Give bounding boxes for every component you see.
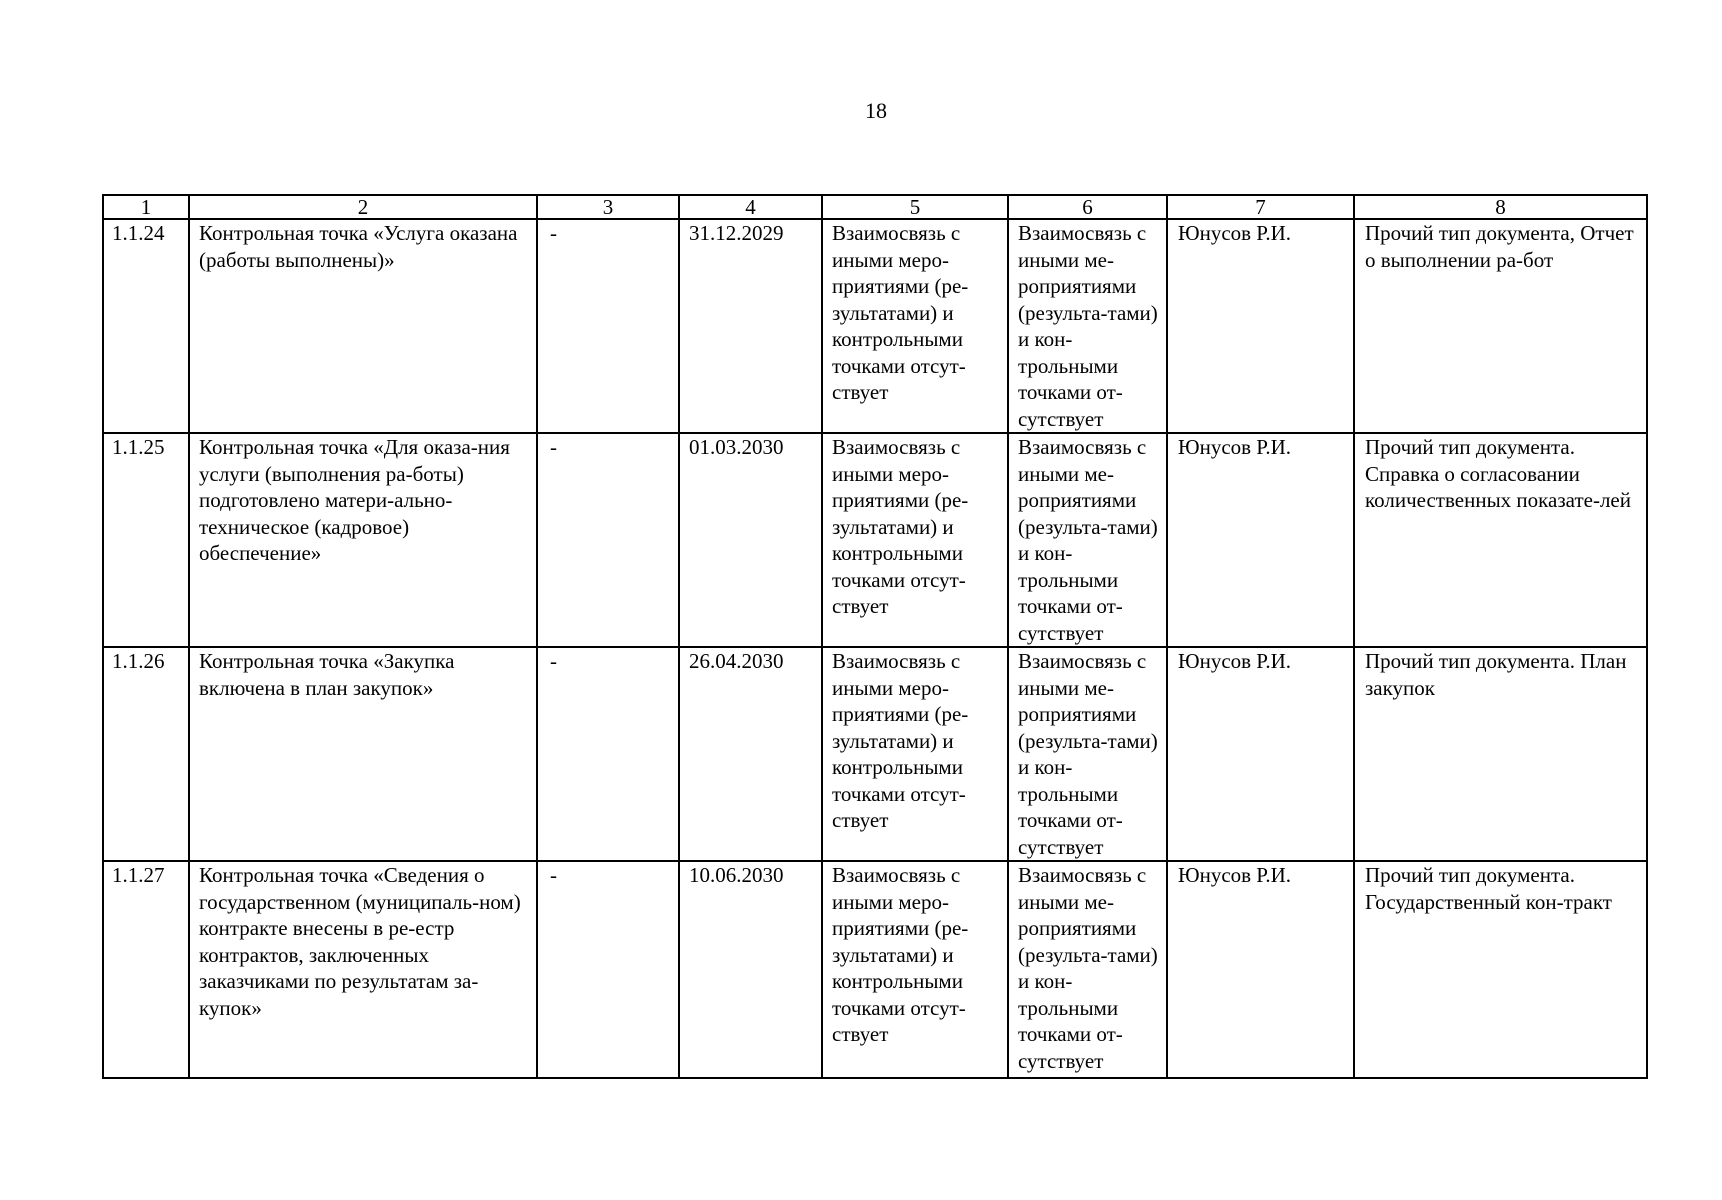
document-type: Прочий тип документа. Государственный кон-тракт [1354,861,1647,1078]
document-type: Прочий тип документа. План закупок [1354,647,1647,861]
control-point-name: Контрольная точка «Услуга оказана (работы выполнены)» [189,219,537,433]
row-number: 1.1.25 [103,433,189,647]
responsible-person: Юнусов Р.И. [1167,861,1354,1078]
responsible-person: Юнусов Р.И. [1167,433,1354,647]
control-point-name: Контрольная точка «Сведения о государственном (муниципаль-ном) контракте внесены в ре-естр контрактов, заключенных заказчиками по результатам за-купок» [189,861,537,1078]
relation-to-results: Взаимосвязь с иными ме-роприятиями (результа-тами) и кон-трольными точками от-сутствует [1008,647,1167,861]
control-point-name: Контрольная точка «Для оказа-ния услуги (выполнения ра-боты) подготовлено матери-ально-техническое (кадровое) обеспечение» [189,433,537,647]
column-header-2: 2 [189,195,537,219]
relation-to-activities: Взаимосвязь с иными меро-приятиями (ре-зультатами) и контрольными точками отсут-ствует [822,647,1008,861]
column-header-8: 8 [1354,195,1647,219]
column-3-value: - [537,861,679,1078]
column-header-1: 1 [103,195,189,219]
due-date: 01.03.2030 [679,433,822,647]
relation-to-results: Взаимосвязь с иными ме-роприятиями (результа-тами) и кон-трольными точками от-сутствует [1008,861,1167,1078]
column-3-value: - [537,433,679,647]
column-3-value: - [537,647,679,861]
row-number: 1.1.27 [103,861,189,1078]
due-date: 26.04.2030 [679,647,822,861]
table-header-row [103,195,1647,219]
column-header-5: 5 [822,195,1008,219]
document-type: Прочий тип документа. Справка о согласовании количественных показате-лей [1354,433,1647,647]
control-points-table [102,194,1648,1079]
relation-to-activities: Взаимосвязь с иными меро-приятиями (ре-зультатами) и контрольными точками отсут-ствует [822,219,1008,433]
column-3-value: - [537,219,679,433]
table-row [103,647,1647,861]
relation-to-activities: Взаимосвязь с иными меро-приятиями (ре-зультатами) и контрольными точками отсут-ствует [822,861,1008,1078]
due-date: 31.12.2029 [679,219,822,433]
row-number: 1.1.24 [103,219,189,433]
responsible-person: Юнусов Р.И. [1167,647,1354,861]
due-date: 10.06.2030 [679,861,822,1078]
relation-to-activities: Взаимосвязь с иными меро-приятиями (ре-зультатами) и контрольными точками отсут-ствует [822,433,1008,647]
column-header-7: 7 [1167,195,1354,219]
column-header-4: 4 [679,195,822,219]
control-point-name: Контрольная точка «Закупка включена в план закупок» [189,647,537,861]
table-row [103,861,1647,1078]
document-type: Прочий тип документа, Отчет о выполнении ра-бот [1354,219,1647,433]
column-header-6: 6 [1008,195,1167,219]
relation-to-results: Взаимосвязь с иными ме-роприятиями (результа-тами) и кон-трольными точками от-сутствует [1008,433,1167,647]
responsible-person: Юнусов Р.И. [1167,219,1354,433]
column-header-3: 3 [537,195,679,219]
table-row [103,433,1647,647]
page-number: 18 [865,98,887,123]
row-number: 1.1.26 [103,647,189,861]
table-row [103,219,1647,433]
relation-to-results: Взаимосвязь с иными ме-роприятиями (результа-тами) и кон-трольными точками от-сутствует [1008,219,1167,433]
